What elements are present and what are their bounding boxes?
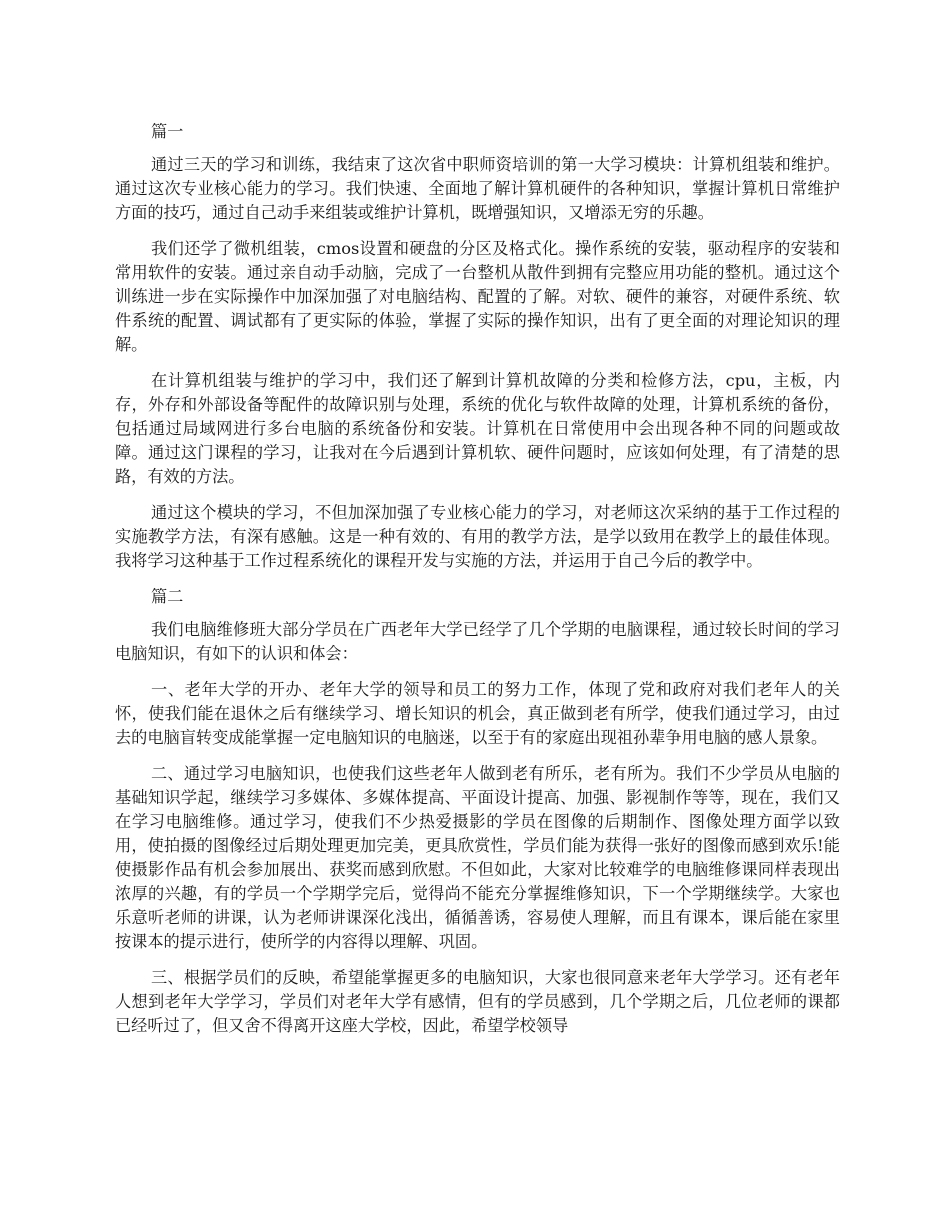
paragraph: 三、根据学员们的反映，希望能掌握更多的电脑知识，大家也很同意来老年大学学习。还有老年人想到老年大学学习，学员们对老年大学有感情，但有的学员感到，几个学期之后，几位老师的课都已经听过了，但又舍不得离开这座大学校，因此，希望学校领导: [115, 968, 840, 1035]
section-heading-1: 篇一: [151, 122, 184, 141]
section-2: [115, 585, 840, 1038]
section-heading-2: 篇二: [151, 587, 184, 606]
paragraph: 我们电脑维修班大部分学员在广西老年大学已经学了几个学期的电脑课程，通过较长时间的学习电脑知识，有如下的认识和体会：: [115, 620, 840, 663]
paragraph: 一、老年大学的开办、老年大学的领导和员工的努力工作，体现了党和政府对我们老年人的关怀，使我们能在退休之后有继续学习、增长知识的机会，真正做到老有所学，使我们通过学习，由过去的电脑盲转变成能掌握一定电脑知识的电脑迷，以至于有的家庭出现祖孙辈争用电脑的感人景象。: [115, 680, 840, 747]
paragraph: 二、通过学习电脑知识，也使我们这些老年人做到老有所乐，老有所为。我们不少学员从电脑的基础知识学起，继续学习多媒体、多媒体提高、平面设计提高、加强、影视制作等等，现在，我们又在学习电脑维修。通过学习，使我们不少热爱摄影的学员在图像的后期制作、图像处理方面学以致用，使拍摄的图像经过后期处理更加完美，更具欣赏性，学员们能为获得一张好的图像而感到欢乐!能使摄影作品有机会参加展出、获奖而感到欣慰。不但如此，大家对比较难学的电脑维修课同样表现出浓厚的兴趣，有的学员一个学期学完后，觉得尚不能充分掌握维修知识，下一个学期继续学。大家也乐意听老师的讲课，认为老师讲课深化浅出，循循善诱，容易使人理解，而且有课本，课后能在家里按课本的提示进行，使所学的内容得以理解、巩固。: [115, 764, 840, 951]
paragraph: 在计算机组装与维护的学习中，我们还了解到计算机故障的分类和检修方法，cpu，主板，内存，外存和外部设备等配件的故障识别与处理，系统的优化与软件故障的处理，计算机系统的备份，包括通过局域网进行多台电脑的系统备份和安装。计算机在日常使用中会出现各种不同的问题或故障。通过这门课程的学习，让我对在今后遇到计算机软、硬件问题时，应该如何处理，有了清楚的思路，有效的方法。: [115, 371, 840, 486]
document-page: [115, 120, 840, 1050]
paragraph: 我们还学了微机组装，cmos设置和硬盘的分区及格式化。操作系统的安装，驱动程序的安装和常用软件的安装。通过亲自动手动脑，完成了一台整机从散件到拥有完整应用功能的整机。通过这个训练进一步在实际操作中加深加强了对电脑结构、配置的了解。对软、硬件的兼容，对硬件系统、软件系统的配置、调试都有了更实际的体验，掌握了实际的操作知识，出有了更全面的对理论知识的理解。: [115, 239, 840, 354]
section-1: [115, 120, 840, 573]
paragraph: 通过三天的学习和训练，我结束了这次省中职师资培训的第一大学习模块：计算机组装和维护。通过这次专业核心能力的学习。我们快速、全面地了解计算机硬件的各种知识，掌握计算机日常维护方面的技巧，通过自己动手来组装或维护计算机，既增强知识，又增添无穷的乐趣。: [115, 155, 840, 222]
paragraph: 通过这个模块的学习，不但加深加强了专业核心能力的学习，对老师这次采纳的基于工作过程的实施教学方法，有深有感触。这是一种有效的、有用的教学方法，是学以致用在教学上的最佳体现。我将学习这种基于工作过程系统化的课程开发与实施的方法，并运用于自己今后的教学中。: [115, 503, 840, 570]
